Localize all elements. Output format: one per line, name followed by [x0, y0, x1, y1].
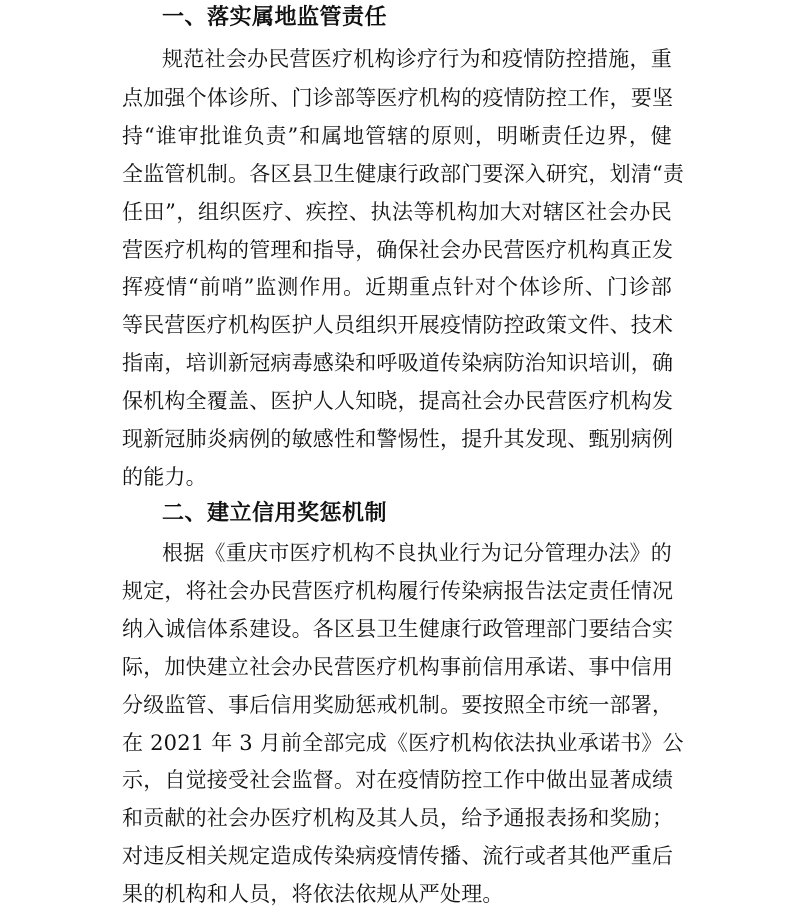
- paragraph-line: 现新冠肺炎病例的敏感性和警惕性，提升其发现、甄别病例: [122, 427, 674, 451]
- paragraph-line: 纳入诚信体系建设。各区县卫生健康行政管理部门要结合实: [122, 617, 674, 641]
- paragraph-line: 点加强个体诊所、门诊部等医疗机构的疫情防控工作，要坚: [122, 86, 674, 110]
- paragraph-line: 任田”，组织医疗、疾控、执法等机构加大对辖区社会办民: [122, 200, 672, 224]
- paragraph-line: 根据《重庆市医疗机构不良执业行为记分管理办法》的: [162, 541, 672, 565]
- paragraph-line: 持“谁审批谁负责”和属地管辖的原则，明晰责任边界，健: [122, 124, 672, 148]
- paragraph-line: 营医疗机构的管理和指导，确保社会办民营医疗机构真正发: [122, 238, 674, 262]
- paragraph-line: 在 2021 年 3 月前全部完成《医疗机构依法执业承诺书》公: [122, 731, 684, 755]
- section-heading-1: 一、落实属地监管责任: [162, 5, 388, 30]
- paragraph-line: 全监管机制。各区县卫生健康行政部门要深入研究，划清“责: [122, 162, 685, 186]
- paragraph-line: 保机构全覆盖、医护人人知晓，提高社会办民营医疗机构发: [122, 389, 674, 413]
- paragraph-line: 挥疫情“前哨”监测作用。近期重点针对个体诊所、门诊部: [122, 275, 672, 299]
- paragraph-line: 示，自觉接受社会监督。对在疫情防控工作中做出显著成绩: [122, 768, 674, 792]
- paragraph-line: 规范社会办民营医疗机构诊疗行为和疫情防控措施，重: [162, 47, 672, 71]
- paragraph-line: 对违反相关规定造成传染病疫情传播、流行或者其他严重后: [122, 844, 674, 868]
- paragraph-line: 果的机构和人员，将依法依规从严处理。: [122, 882, 504, 906]
- paragraph-line: 等民营医疗机构医护人员组织开展疫情防控政策文件、技术: [122, 313, 674, 337]
- paragraph-line: 和贡献的社会办医疗机构及其人员，给予通报表扬和奖励；: [122, 806, 674, 830]
- paragraph-line: 际，加快建立社会办民营医疗机构事前信用承诺、事中信用: [122, 655, 674, 679]
- paragraph-line: 规定，将社会办民营医疗机构履行传染病报告法定责任情况: [122, 579, 674, 603]
- section-heading-2: 二、建立信用奖惩机制: [162, 501, 388, 526]
- paragraph-line: 分级监管、事后信用奖励惩戒机制。要按照全市统一部署，: [122, 693, 674, 717]
- paragraph-line: 的能力。: [122, 465, 207, 489]
- paragraph-line: 指南，培训新冠病毒感染和呼吸道传染病防治知识培训，确: [122, 351, 674, 375]
